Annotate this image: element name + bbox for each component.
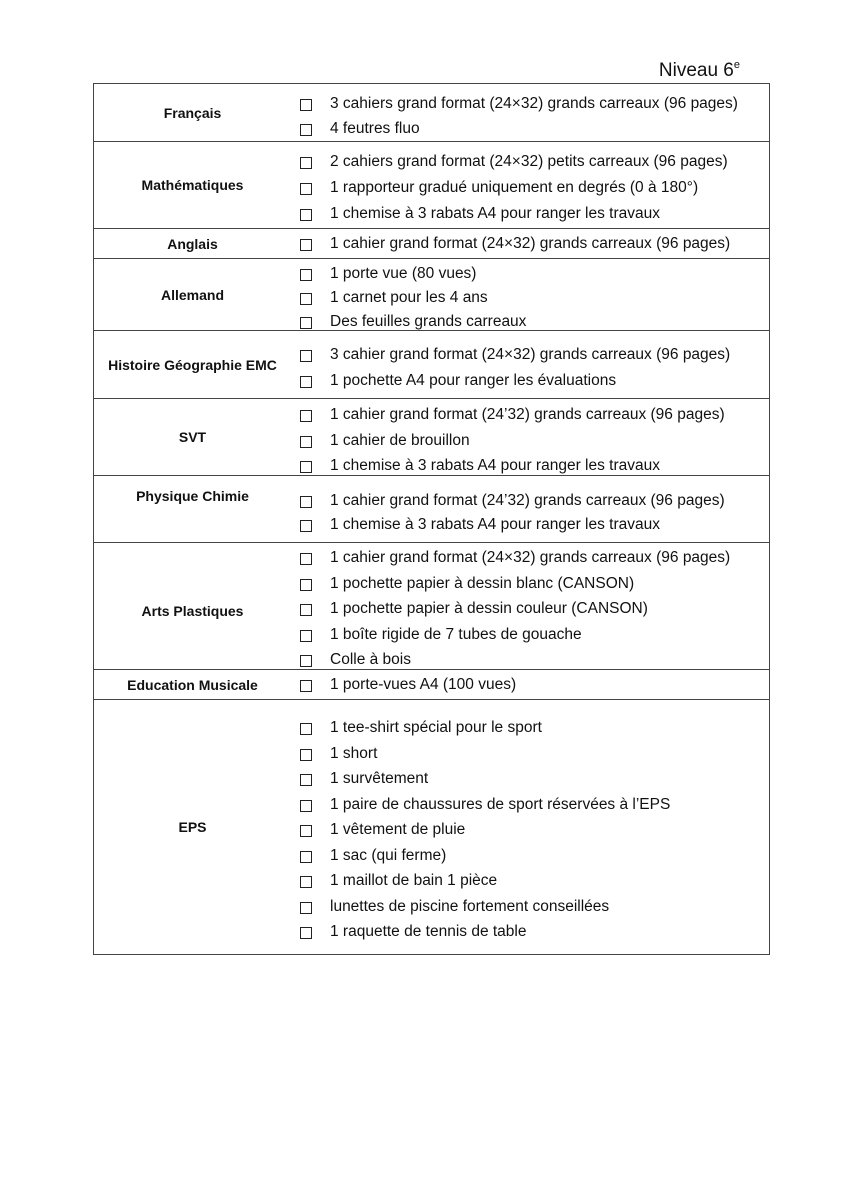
checkbox-icon[interactable] bbox=[300, 317, 312, 329]
checkbox-icon[interactable] bbox=[300, 851, 312, 863]
list-item[interactable]: 1 paire de chaussures de sport réservées à l’EPS bbox=[300, 795, 670, 815]
checkbox-icon[interactable] bbox=[300, 680, 312, 692]
checkbox-icon[interactable] bbox=[300, 496, 312, 508]
subject-label: Français bbox=[163, 104, 222, 121]
checkbox-icon[interactable] bbox=[300, 461, 312, 473]
checkbox-icon[interactable] bbox=[300, 436, 312, 448]
list-item[interactable]: 1 cahier grand format (24’32) grands carreaux (96 pages) bbox=[300, 405, 725, 425]
checkbox-icon[interactable] bbox=[300, 99, 312, 111]
checkbox-icon[interactable] bbox=[300, 579, 312, 591]
subject-label: Histoire Géographie EMC bbox=[108, 356, 277, 373]
list-item[interactable]: 1 pochette papier à dessin blanc (CANSON) bbox=[300, 574, 634, 594]
list-item[interactable]: 1 cahier grand format (24×32) grands carreaux (96 pages) bbox=[300, 548, 730, 568]
checkbox-icon[interactable] bbox=[300, 520, 312, 532]
list-item[interactable]: 4 feutres fluo bbox=[300, 119, 420, 139]
list-item[interactable]: 1 tee-shirt spécial pour le sport bbox=[300, 718, 542, 738]
list-item[interactable]: 1 pochette A4 pour ranger les évaluations bbox=[300, 371, 616, 391]
subject-label: Arts Plastiques bbox=[141, 603, 244, 619]
row-mathematiques bbox=[94, 142, 769, 229]
checkbox-icon[interactable] bbox=[300, 749, 312, 761]
list-item[interactable]: 1 chemise à 3 rabats A4 pour ranger les travaux bbox=[300, 456, 660, 476]
list-item[interactable]: 1 carnet pour les 4 ans bbox=[300, 288, 488, 308]
checkbox-icon[interactable] bbox=[300, 825, 312, 837]
checkbox-icon[interactable] bbox=[300, 124, 312, 136]
list-item[interactable]: 2 cahiers grand format (24×32) petits carreaux (96 pages) bbox=[300, 152, 728, 172]
subject-label: EPS bbox=[178, 819, 207, 835]
supplies-table bbox=[93, 83, 770, 955]
checkbox-icon[interactable] bbox=[300, 553, 312, 565]
checkbox-icon[interactable] bbox=[300, 902, 312, 914]
list-item[interactable]: 1 raquette de tennis de table bbox=[300, 922, 526, 942]
list-item[interactable]: 1 pochette papier à dessin couleur (CANSON) bbox=[300, 599, 648, 619]
list-item[interactable]: 1 sac (qui ferme) bbox=[300, 846, 446, 866]
row-education-musicale bbox=[94, 670, 769, 700]
row-physique-chimie bbox=[94, 476, 769, 543]
subject-label: Allemand bbox=[160, 286, 224, 303]
checkbox-icon[interactable] bbox=[300, 269, 312, 281]
list-item[interactable]: 1 rapporteur gradué uniquement en degrés (0 à 180°) bbox=[300, 178, 698, 198]
level-title bbox=[659, 60, 740, 82]
list-item[interactable]: 1 survêtement bbox=[300, 769, 428, 789]
checkbox-icon[interactable] bbox=[300, 209, 312, 221]
level-text: Niveau 6 bbox=[658, 60, 734, 81]
list-item[interactable]: 3 cahiers grand format (24×32) grands carreaux (96 pages) bbox=[300, 94, 738, 114]
level-superscript: e bbox=[733, 59, 740, 71]
row-eps bbox=[94, 700, 769, 955]
checkbox-icon[interactable] bbox=[300, 293, 312, 305]
row-histoire-geographie bbox=[94, 331, 769, 399]
checkbox-icon[interactable] bbox=[300, 655, 312, 667]
subject-label: Anglais bbox=[167, 235, 218, 252]
list-item[interactable]: 1 chemise à 3 rabats A4 pour ranger les travaux bbox=[300, 204, 660, 224]
checkbox-icon[interactable] bbox=[300, 157, 312, 169]
checkbox-icon[interactable] bbox=[300, 927, 312, 939]
checkbox-icon[interactable] bbox=[300, 876, 312, 888]
list-item[interactable]: 1 vêtement de pluie bbox=[300, 820, 465, 840]
list-item[interactable]: 1 cahier grand format (24’32) grands carreaux (96 pages) bbox=[300, 491, 725, 511]
list-item[interactable]: 1 porte vue (80 vues) bbox=[300, 264, 476, 284]
checkbox-icon[interactable] bbox=[300, 630, 312, 642]
row-anglais bbox=[94, 229, 769, 259]
list-item[interactable]: 1 porte-vues A4 (100 vues) bbox=[300, 675, 516, 695]
subject-label: Mathématiques bbox=[141, 177, 244, 193]
subject-label: SVT bbox=[178, 429, 207, 445]
list-item[interactable]: 1 chemise à 3 rabats A4 pour ranger les travaux bbox=[300, 515, 660, 535]
row-francais bbox=[94, 84, 769, 142]
list-item[interactable]: 1 short bbox=[300, 744, 377, 764]
list-item[interactable]: 1 maillot de bain 1 pièce bbox=[300, 871, 497, 891]
row-arts-plastiques bbox=[94, 543, 769, 670]
checkbox-icon[interactable] bbox=[300, 183, 312, 195]
row-allemand bbox=[94, 259, 769, 331]
list-item[interactable]: 1 cahier de brouillon bbox=[300, 431, 470, 451]
subject-label: Physique Chimie bbox=[136, 488, 249, 504]
list-item[interactable]: 1 boîte rigide de 7 tubes de gouache bbox=[300, 625, 582, 645]
checkbox-icon[interactable] bbox=[300, 350, 312, 362]
checkbox-icon[interactable] bbox=[300, 410, 312, 422]
checkbox-icon[interactable] bbox=[300, 604, 312, 616]
checkbox-icon[interactable] bbox=[300, 774, 312, 786]
list-item[interactable]: Des feuilles grands carreaux bbox=[300, 312, 526, 332]
list-item[interactable]: lunettes de piscine fortement conseillées bbox=[300, 897, 609, 917]
checkbox-icon[interactable] bbox=[300, 723, 312, 735]
list-item[interactable]: 3 cahier grand format (24×32) grands carreaux (96 pages) bbox=[300, 345, 730, 365]
row-svt bbox=[94, 399, 769, 476]
subject-label: Education Musicale bbox=[127, 676, 258, 693]
checkbox-icon[interactable] bbox=[300, 376, 312, 388]
checkbox-icon[interactable] bbox=[300, 800, 312, 812]
list-item[interactable]: Colle à bois bbox=[300, 650, 411, 670]
list-item[interactable]: 1 cahier grand format (24×32) grands carreaux (96 pages) bbox=[300, 234, 730, 254]
checkbox-icon[interactable] bbox=[300, 239, 312, 251]
